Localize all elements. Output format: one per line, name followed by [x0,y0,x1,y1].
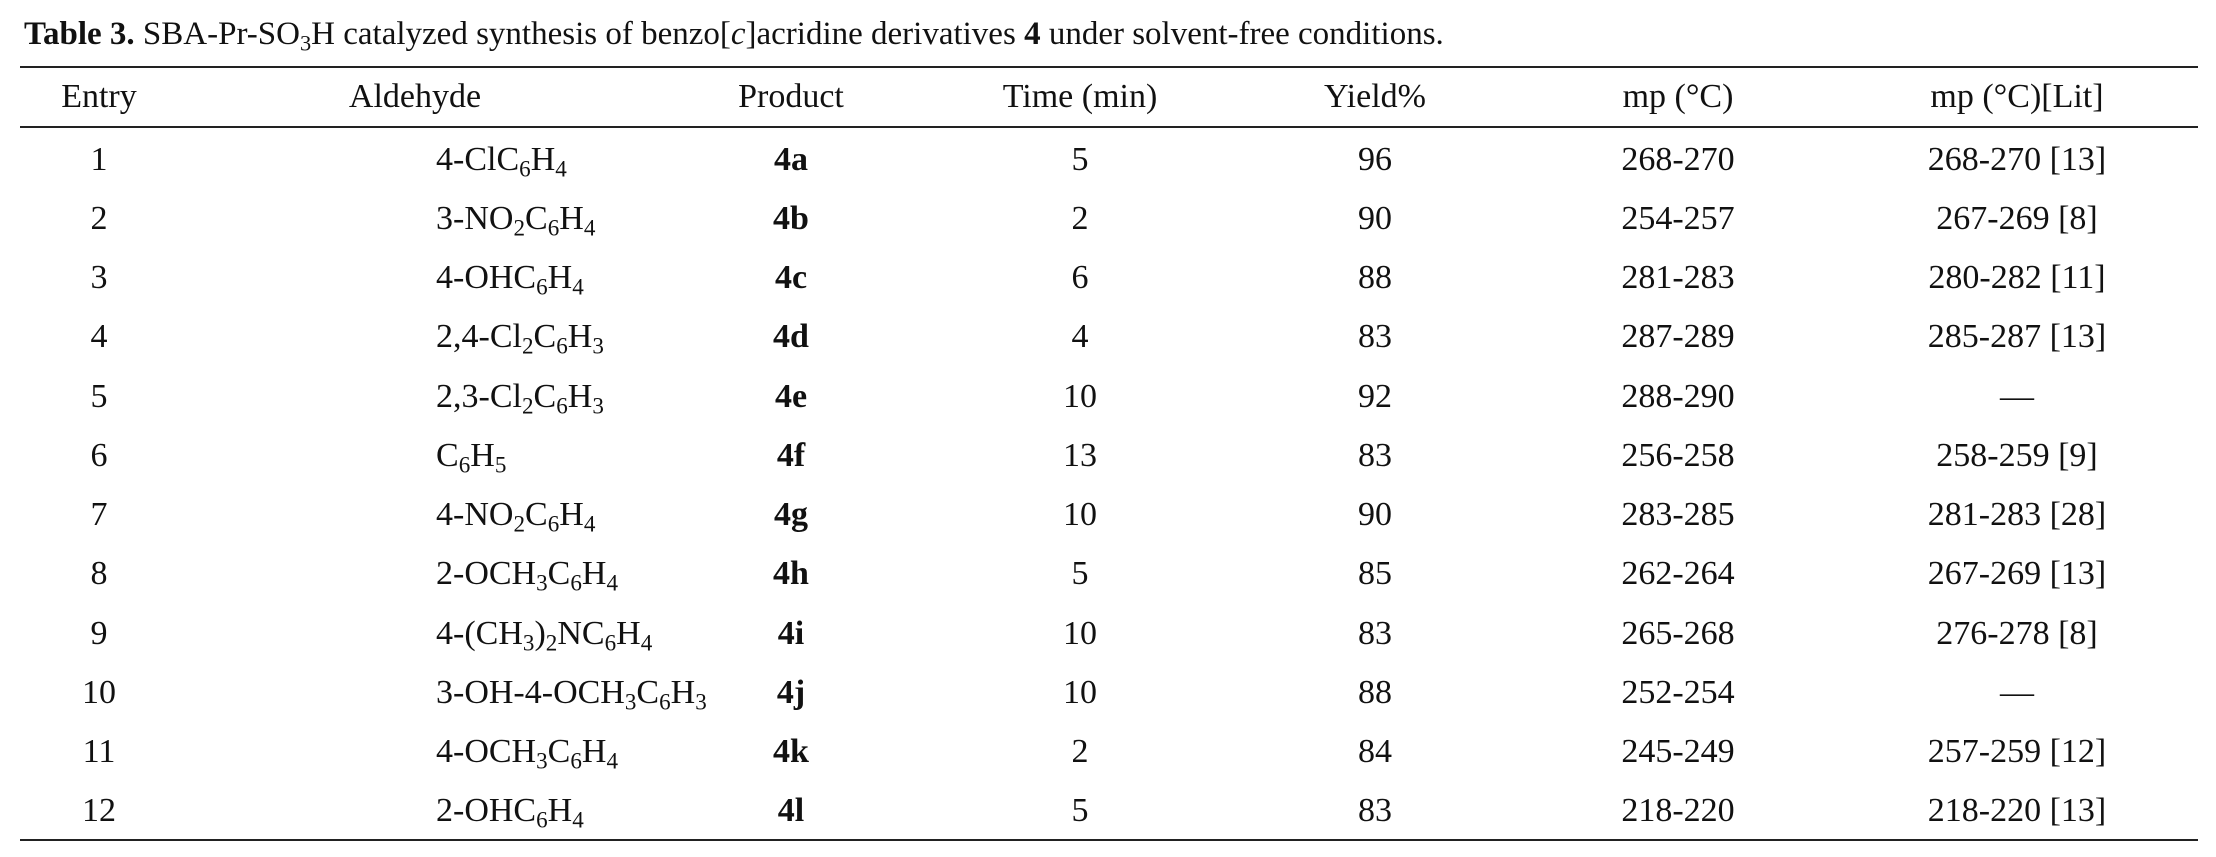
text-run: ]acridine derivatives [745,16,1025,52]
text-run: H [547,792,573,830]
subscript: 6 [556,333,568,360]
cell-mp-lit: 257-259 [12] [1927,733,2107,771]
text-run: 4 [1024,16,1041,52]
text-run: H [559,199,584,237]
col-header-time: Time (min) [1002,78,1158,115]
cell-time: 5 [1071,555,1089,593]
text-run: C [547,733,571,771]
cell-product: 4h [773,555,809,593]
table-body [20,126,2198,841]
cell-aldehyde [178,604,652,663]
cell-mp: 245-249 [1621,733,1735,771]
col-header-entry: Entry [61,78,137,115]
cell-yield: 83 [1358,614,1392,652]
cell-time: 10 [1063,614,1097,652]
cell-mp: 218-220 [1621,792,1735,830]
cell-entry: 12 [82,792,116,830]
cell-product: 4a [774,140,808,178]
subscript: 6 [604,630,617,657]
subscript: 3 [592,333,604,360]
subscript: 6 [570,748,582,775]
table-row [20,426,2198,485]
cell-product: 4l [777,792,805,830]
table-row [20,782,2198,841]
cell-entry: 8 [90,555,108,593]
cell-aldehyde [178,249,652,308]
text-run: 4-ClC [436,140,520,178]
cell-mp-lit: — [2000,673,2034,711]
cell-product: 4c [774,259,808,297]
cell-aldehyde [178,782,652,841]
col-header-product: Product [738,78,844,115]
cell-mp-lit: 258-259 [9] [1936,436,2098,474]
cell-entry: 11 [82,733,116,771]
col-header-yield: Yield% [1324,78,1426,115]
text-run: H [559,496,584,534]
cell-mp: 288-290 [1621,377,1735,415]
text-run: 2,3-Cl [436,377,522,415]
subscript: 3 [695,689,707,716]
cell-mp: 268-270 [1621,140,1735,178]
subscript: 4 [606,570,619,597]
text-run: ) [534,614,546,652]
table-row [20,486,2198,545]
cell-mp-lit: 267-269 [13] [1927,555,2107,593]
cell-yield: 90 [1358,199,1392,237]
cell-product: 4g [774,496,808,534]
text-run: 4-(CH [436,614,523,652]
cell-entry: 6 [90,436,108,474]
cell-entry: 10 [82,673,116,711]
cell-time: 6 [1071,259,1089,297]
subscript: 2 [513,215,525,242]
subscript: 5 [494,452,507,479]
table-row [20,545,2198,604]
cell-aldehyde [178,486,652,545]
subscript: 3 [536,570,548,597]
cell-product: 4e [774,377,808,415]
subscript: 6 [547,215,560,242]
cell-aldehyde [178,723,652,782]
cell-entry: 3 [90,259,108,297]
text-run: C [436,436,459,474]
table-row [20,604,2198,663]
cell-time: 13 [1063,436,1097,474]
subscript: 3 [536,748,548,775]
text-run: H [567,377,593,415]
cell-yield: 83 [1358,318,1392,356]
cell-product: 4i [777,614,805,652]
text-run: H [567,318,593,356]
col-header-aldehyde: Aldehyde [348,78,482,115]
text-run: C [533,318,557,356]
subscript: 6 [659,689,671,716]
subscript: 6 [519,156,531,183]
text-run: 4-OCH [436,733,537,771]
text-run: H [616,614,641,652]
text-run: H [530,140,556,178]
cell-entry: 9 [90,614,108,652]
text-run: 3-NO [436,199,514,237]
table-caption [24,14,1444,54]
subscript: 3 [299,30,312,56]
cell-mp-lit: 281-283 [28] [1927,496,2107,534]
cell-mp-lit: 285-287 [13] [1927,318,2107,356]
subscript: 2 [545,630,558,657]
cell-yield: 96 [1358,140,1392,178]
cell-aldehyde [178,426,652,485]
text-run: H [581,733,607,771]
table-row [20,663,2198,722]
cell-time: 2 [1071,199,1089,237]
text-run: C [525,199,548,237]
cell-aldehyde [178,308,652,367]
text-run: H [670,673,696,711]
cell-product: 4j [776,673,806,711]
cell-aldehyde [178,545,652,604]
text-run: H [547,259,573,297]
subscript: 6 [536,807,548,834]
cell-mp: 254-257 [1621,199,1735,237]
subscript: 6 [547,511,560,538]
subscript: 4 [640,630,653,657]
text-run: NC [557,614,605,652]
cell-time: 4 [1071,318,1089,356]
text-run: under solvent-free conditions. [1040,16,1444,52]
cell-yield: 83 [1358,436,1392,474]
cell-mp: 262-264 [1621,555,1735,593]
cell-mp: 281-283 [1621,259,1735,297]
subscript: 4 [583,511,596,538]
data-table [20,68,2198,841]
subscript: 2 [521,333,534,360]
cell-mp-lit: 276-278 [8] [1936,614,2098,652]
table-row [20,367,2198,426]
cell-mp-lit: — [2000,377,2034,415]
subscript: 4 [572,807,584,834]
cell-entry: 4 [90,318,108,356]
cell-mp-lit: 268-270 [13] [1927,140,2107,178]
table-row [20,126,2198,189]
cell-product: 4f [776,436,806,474]
cell-mp: 287-289 [1621,318,1735,356]
cell-time: 5 [1071,140,1089,178]
subscript: 3 [592,393,604,420]
subscript: 2 [521,393,534,420]
cell-mp: 283-285 [1621,496,1735,534]
cell-time: 2 [1071,733,1089,771]
text-run: 4-OHC [436,259,537,297]
subscript: 6 [458,452,471,479]
cell-yield: 92 [1358,377,1392,415]
text-run: 2-OCH [436,555,537,593]
text-run: 3-OH-4-OCH [436,673,625,711]
cell-aldehyde [178,663,707,722]
cell-mp-lit: 218-220 [13] [1927,792,2107,830]
cell-product: 4d [773,318,809,356]
cell-time: 10 [1063,673,1097,711]
text-run: 4-NO [436,496,514,534]
col-header-mp: mp (°C) [1622,78,1734,115]
cell-product: 4k [773,733,809,771]
cell-mp: 256-258 [1621,436,1735,474]
cell-mp-lit: 267-269 [8] [1936,199,2098,237]
text-run: C [525,496,548,534]
cell-product: 4b [773,199,809,237]
cell-yield: 84 [1358,733,1392,771]
cell-entry: 1 [90,140,108,178]
text-run: C [533,377,557,415]
cell-entry: 7 [90,496,108,534]
cell-time: 10 [1063,496,1097,534]
subscript: 4 [572,274,584,301]
cell-entry: 2 [90,199,108,237]
subscript: 6 [556,393,568,420]
text-run: SBA-Pr-SO [134,16,300,52]
cell-aldehyde [178,126,652,189]
cell-yield: 90 [1358,496,1392,534]
cell-yield: 88 [1358,673,1392,711]
subscript: 3 [522,630,535,657]
table-row [20,249,2198,308]
cell-entry: 5 [90,377,108,415]
table-row [20,189,2198,248]
text-run: H [470,436,495,474]
table-row [20,308,2198,367]
cell-yield: 85 [1358,555,1392,593]
subscript: 3 [624,689,637,716]
subscript: 4 [606,748,619,775]
cell-mp-lit: 280-282 [11] [1928,259,2106,297]
cell-mp: 265-268 [1621,614,1735,652]
text-run: C [547,555,571,593]
text-run: H catalyzed synthesis of benzo[ [311,16,731,52]
text-run: H [581,555,607,593]
caption-label: Table 3. [24,16,135,52]
cell-time: 5 [1071,792,1089,830]
subscript: 6 [536,274,548,301]
cell-mp: 252-254 [1621,673,1735,711]
text-run: 2-OHC [436,792,537,830]
subscript: 4 [583,215,596,242]
cell-time: 10 [1063,377,1097,415]
caption-text [134,16,1444,56]
col-header-mp-lit: mp (°C)[Lit] [1930,78,2104,115]
cell-aldehyde [178,189,652,248]
table-row [20,723,2198,782]
text-run: C [636,673,660,711]
text-run: c [730,16,746,52]
cell-yield: 83 [1358,792,1392,830]
subscript: 6 [570,570,582,597]
subscript: 4 [555,156,567,183]
header-row [20,68,2198,126]
text-run: 2,4-Cl [436,318,522,356]
cell-yield: 88 [1358,259,1392,297]
subscript: 2 [513,511,525,538]
cell-aldehyde [178,367,652,426]
